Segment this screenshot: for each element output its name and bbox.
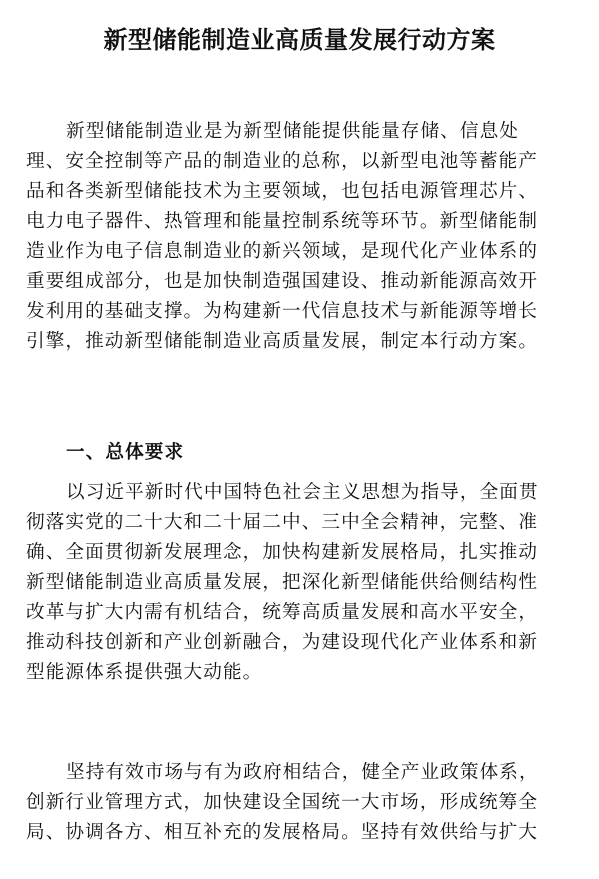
section-heading-text: 一、总体要求 <box>66 442 185 463</box>
text-line: 坚持有效市场与有为政府相结合，健全产业政策体系， <box>66 762 539 783</box>
text-line: 推动科技创新和产业创新融合，为建设现代化产业体系和新 <box>26 632 539 653</box>
text-line: 彻落实党的二十大和二十届二中、三中全会精神，完整、准 <box>26 512 539 533</box>
text-line: 确、全面贯彻新发展理念，加快构建新发展格局，扎实推动 <box>26 542 539 563</box>
text-line: 新型储能制造业高质量发展，把深化新型储能供给侧结构性 <box>26 572 539 593</box>
paragraph-market-government <box>26 758 576 848</box>
text-line: 发利用的基础支撑。为构建新一代信息技术与新能源等增长 <box>26 301 539 322</box>
text-line: 新型储能制造业是为新型储能提供能量存储、信息处 <box>66 121 519 142</box>
text-line: 电力电子器件、热管理和能量控制系统等环节。新型储能制 <box>26 211 539 232</box>
paragraph-intro <box>26 117 576 357</box>
text-line: 重要组成部分，也是加快制造强国建设、推动新能源高效开 <box>26 271 539 292</box>
text-line: 型能源体系提供强大动能。 <box>26 662 263 683</box>
text-line: 以习近平新时代中国特色社会主义思想为指导，全面贯 <box>66 482 539 503</box>
text-line: 引擎，推动新型储能制造业高质量发展，制定本行动方案。 <box>26 331 539 352</box>
text-line: 创新行业管理方式，加快建设全国统一大市场，形成统筹全 <box>26 792 539 813</box>
document-title: 新型储能制造业高质量发展行动方案 <box>103 26 496 54</box>
text-line: 理、安全控制等产品的制造业的总称，以新型电池等蓄能产 <box>26 151 539 172</box>
text-line: 局、协调各方、相互补充的发展格局。坚持有效供给与扩大 <box>26 822 539 843</box>
section-heading <box>26 438 576 468</box>
text-line: 改革与扩大内需有机结合，统筹高质量发展和高水平安全， <box>26 602 539 623</box>
paragraph-general-requirements <box>26 478 576 688</box>
text-line: 造业作为电子信息制造业的新兴领域，是现代化产业体系的 <box>26 241 539 262</box>
text-line: 品和各类新型储能技术为主要领域，也包括电源管理芯片、 <box>26 181 539 202</box>
